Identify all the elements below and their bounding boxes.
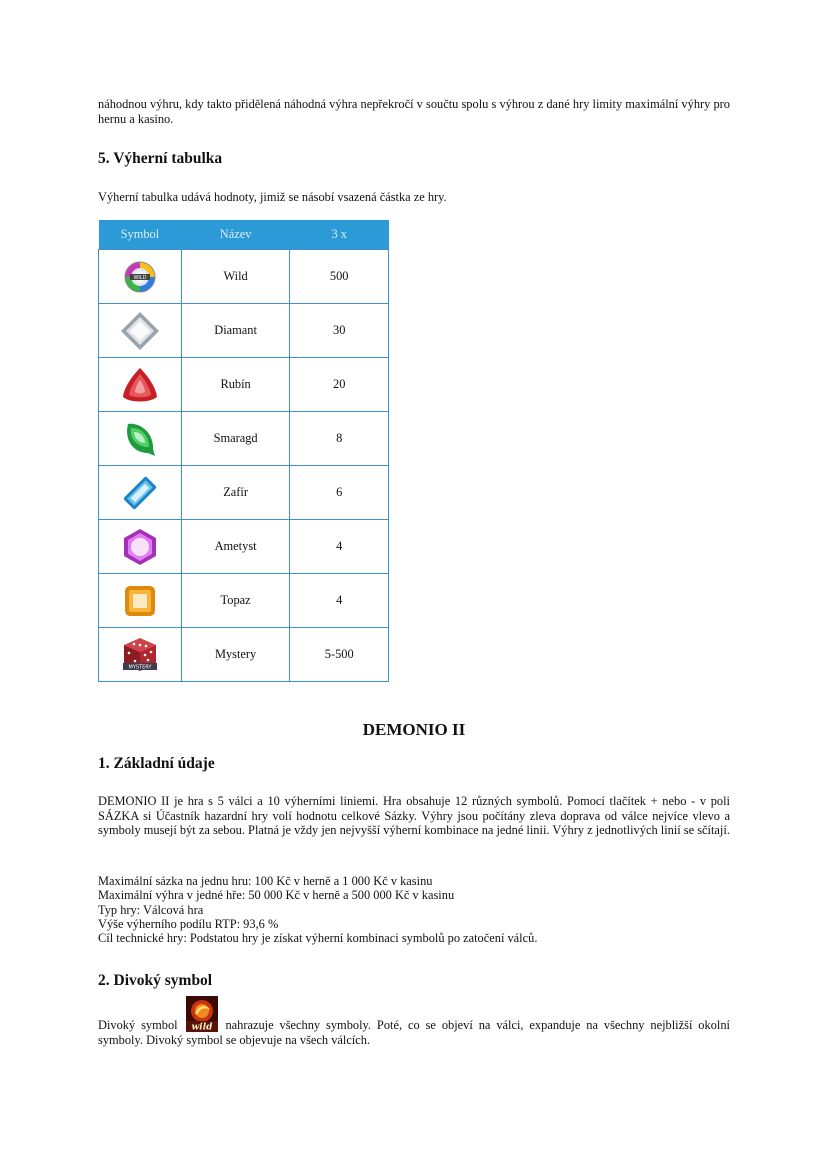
symbol-name: Smaragd: [181, 412, 290, 466]
table-row: [99, 358, 389, 412]
symbol-name: Wild: [181, 250, 290, 304]
table-row: [99, 520, 389, 574]
column-header-multiplier: 3 x: [290, 220, 389, 250]
svg-text:wild: wild: [191, 1022, 212, 1032]
symbol-cell: [99, 628, 182, 682]
mystery-dice-icon: [120, 635, 160, 675]
table-row: [99, 250, 389, 304]
symbol-cell: [99, 412, 182, 466]
table-row: [99, 628, 389, 682]
table-row: [99, 412, 389, 466]
symbol-multiplier: 8: [290, 412, 389, 466]
table-row: [99, 574, 389, 628]
symbol-cell: [99, 358, 182, 412]
basic-info-paragraph: DEMONIO II je hra s 5 válci a 10 výherními liniemi. Hra obsahuje 12 různých symbolů. Pomocí tlačítek + nebo - v poli SÁZKA si Účastník hazardní hry volí hodnotu celkové Sázky. Výhry jsou počítány zleva doprava od válce nejvíce vlevo a symboly musejí být za sebou. Platná je vždy jen nejvyšší výherní kombinace na jedné linii. Výhry z jednotlivých linií se sčítají.: [98, 794, 730, 838]
symbol-name: Diamant: [181, 304, 290, 358]
table-row: [99, 304, 389, 358]
symbol-multiplier: 500: [290, 250, 389, 304]
wild-color-wheel-icon: [123, 260, 157, 294]
symbol-name: Mystery: [181, 628, 290, 682]
symbol-multiplier: 30: [290, 304, 389, 358]
sapphire-gem-icon: [120, 473, 160, 513]
game-specs-list: [98, 874, 537, 945]
wild-text-after: nahrazuje všechny symboly. Poté, co se objeví na válci, expanduje na všechny nejbližší okolní symboly. Divoký symbol se objevuje na všech válcích.: [98, 1018, 730, 1047]
symbol-name: Ametyst: [181, 520, 290, 574]
spec-rtp: Výše výherního podílu RTP: 93,6 %: [98, 916, 279, 931]
symbol-cell: [99, 520, 182, 574]
emerald-gem-icon: [120, 419, 160, 459]
column-header-symbol: Symbol: [99, 220, 182, 250]
paytable-header-row: [99, 220, 389, 250]
symbol-name: Zafír: [181, 466, 290, 520]
spec-max-bet: Maximální sázka na jednu hru: 100 Kč v herně a 1 000 Kč v kasinu: [98, 874, 433, 888]
spec-max-win: Maximální výhra v jedné hře: 50 000 Kč v herně a 500 000 Kč v kasinu: [98, 888, 455, 903]
game-title: DEMONIO II: [362, 720, 466, 739]
symbol-cell: [99, 250, 182, 304]
symbol-multiplier: 4: [290, 520, 389, 574]
symbol-cell: [99, 466, 182, 520]
paytable: [98, 220, 389, 682]
symbol-cell: [99, 304, 182, 358]
table-row: [99, 466, 389, 520]
basic-info-heading: 1. Základní údaje: [98, 755, 215, 772]
paytable-heading: 5. Výherní tabulka: [98, 150, 223, 167]
svg-text:WILD: WILD: [133, 274, 147, 281]
symbol-multiplier: 5-500: [290, 628, 389, 682]
ruby-gem-icon: [120, 365, 160, 405]
spec-goal: Cíl technické hry: Podstatou hry je získat výherní kombinaci symbolů po zatočení válců.: [98, 931, 538, 946]
symbol-multiplier: 20: [290, 358, 389, 412]
wild-text-before: Divoký symbol: [98, 1018, 178, 1032]
spec-game-type: Typ hry: Válcová hra: [98, 902, 204, 917]
topaz-gem-icon: [123, 584, 157, 618]
paytable-description: Výherní tabulka udává hodnoty, jimiž se násobí vsazená částka ze hry.: [98, 190, 447, 204]
symbol-name: Topaz: [181, 574, 290, 628]
wild-symbol-paragraph: [98, 1018, 730, 1047]
diamond-gem-icon: [119, 310, 161, 352]
symbol-multiplier: 4: [290, 574, 389, 628]
wild-symbol-heading: 2. Divoký symbol: [98, 972, 213, 989]
intro-paragraph: náhodnou výhru, kdy takto přidělená náhodná výhra nepřekročí v součtu spolu s výhrou z dané hry limity maximální výhry pro hernu a kasino.: [98, 97, 730, 126]
amethyst-gem-icon: [121, 527, 159, 567]
wild-fire-icon: [186, 996, 218, 1032]
symbol-name: Rubín: [181, 358, 290, 412]
symbol-multiplier: 6: [290, 466, 389, 520]
svg-text:MYSTERY: MYSTERY: [128, 664, 152, 670]
symbol-cell: [99, 574, 182, 628]
column-header-name: Název: [181, 220, 290, 250]
